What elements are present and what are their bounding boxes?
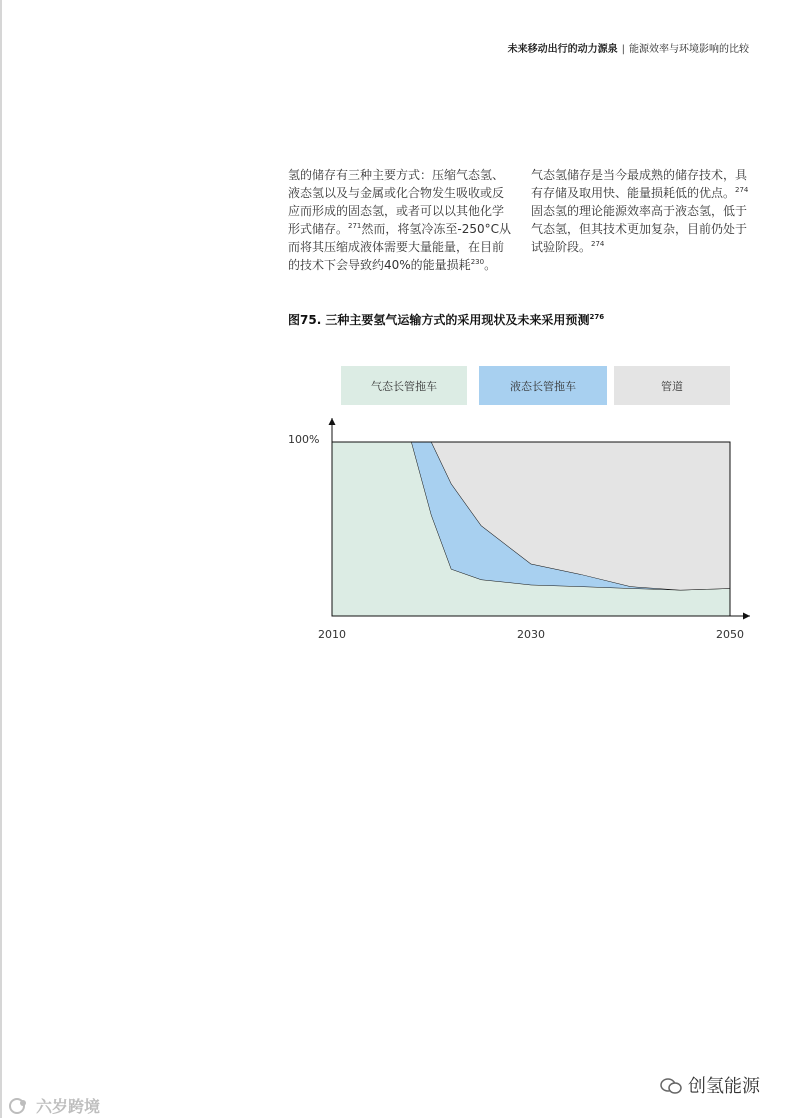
reference-number: 274 xyxy=(735,186,749,194)
running-header-subtitle: 能源效率与环境影响的比较 xyxy=(629,44,749,55)
wechat-icon xyxy=(660,1077,682,1095)
reference-number: 230 xyxy=(470,258,485,266)
x-tick-label: 2030 xyxy=(517,628,545,641)
watermark-logo-icon xyxy=(8,1097,30,1115)
figure-reference: 276 xyxy=(589,313,605,321)
legend-label: 液态长管拖车 xyxy=(510,380,576,393)
x-tick-label: 2050 xyxy=(716,628,744,641)
watermark-right xyxy=(660,1072,760,1098)
watermark-left-text: 六岁跨境 xyxy=(36,1097,101,1116)
watermark-right-text: 创氢能源 xyxy=(688,1076,760,1097)
legend-label: 气态长管拖车 xyxy=(371,380,437,393)
watermark-left xyxy=(8,1094,100,1117)
x-tick-label: 2010 xyxy=(318,628,346,641)
paragraph-text: 氢的储存有三种主要方式：压缩气态氢、液态氢以及与金属或化合物发生吸收或反应而形成的固态氢，或者可以以其他化学形式储存。 xyxy=(288,168,505,236)
figure-title-text: 图75. 三种主要氢气运输方式的采用现状及未来采用预测 xyxy=(288,313,590,327)
paragraph-text: 然而，将氢冷冻至-250°C从而将其压缩成液体需要大量能量，在目前的技术下会导致约40%的能量损耗 xyxy=(288,222,512,272)
x-axis-arrow xyxy=(743,613,750,620)
legend-label: 管道 xyxy=(661,380,683,393)
paragraph-text: 固态氢的理论能源效率高于液态氢，低于气态氢，但其技术更加复杂，目前仍处于试验阶段。 xyxy=(531,204,748,254)
paragraph-text: 气态氢储存是当今最成熟的储存技术，具有存储及取用快、能量损耗低的优点。 xyxy=(531,168,748,200)
reference-number: 274 xyxy=(591,240,605,248)
reference-number: 271 xyxy=(348,222,362,230)
running-header-title: 未来移动出行的动力源泉 xyxy=(507,44,618,55)
running-header-separator: | xyxy=(621,44,625,55)
y-axis-arrow xyxy=(329,418,336,425)
y-tick-label: 100% xyxy=(288,433,320,446)
paragraph-text: 。 xyxy=(484,258,497,272)
